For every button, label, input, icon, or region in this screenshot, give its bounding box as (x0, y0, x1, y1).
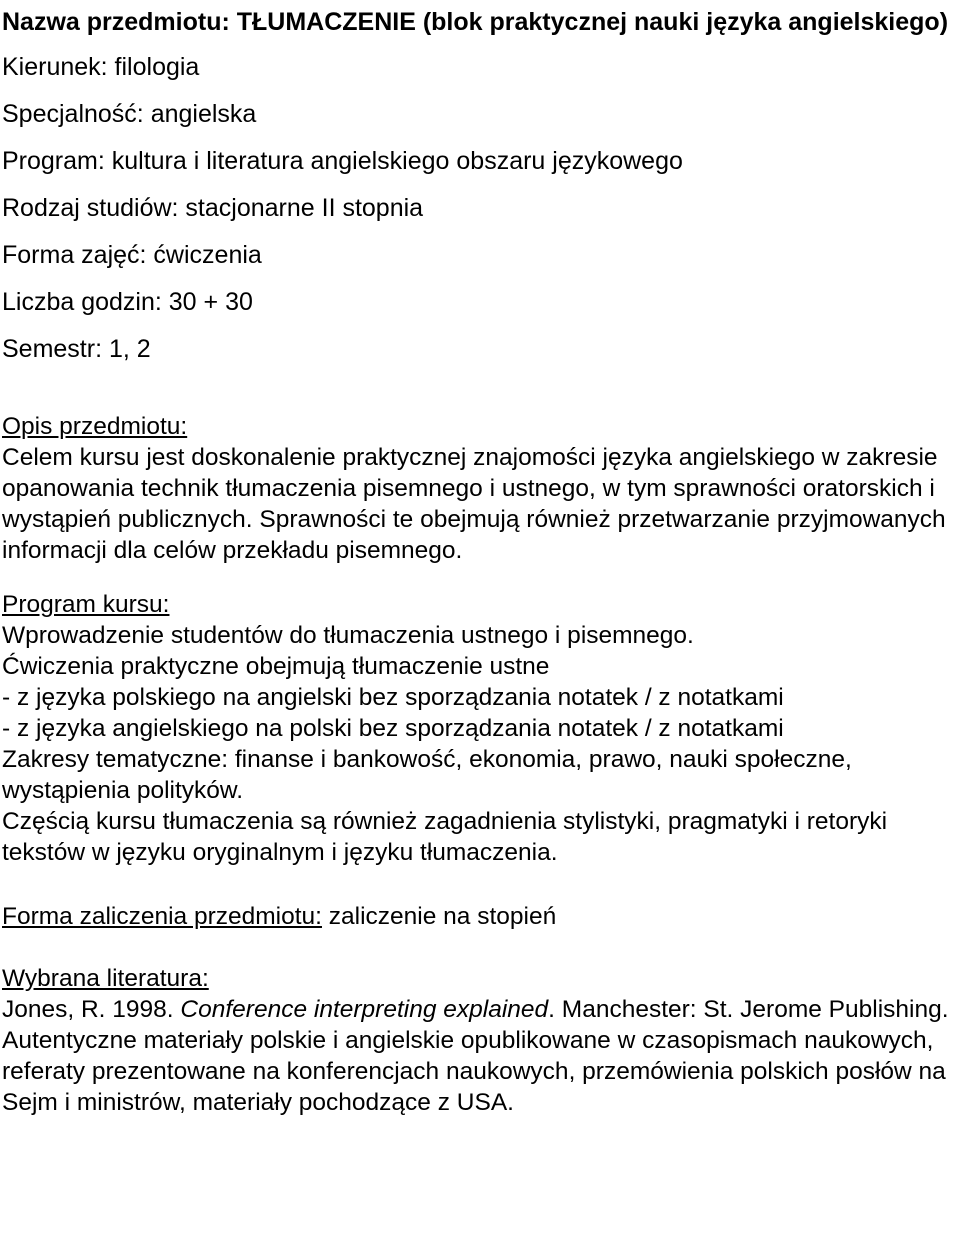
program-style: Częścią kursu tłumaczenia są również zagadnienia stylistyki, pragmatyki i retoryki tekstów w języku oryginalnym i języku tłumaczenia. (2, 808, 888, 866)
program-line: - z języka angielskiego na polski bez sporządzania notatek / z notatkami (2, 715, 784, 742)
program-line: Ćwiczenia praktyczne obejmują tłumaczenie ustne (2, 653, 550, 680)
meta-program: Program: kultura i literatura angielskiego obszaru językowego (2, 147, 683, 175)
meta-study-type: Rodzaj studiów: stacjonarne II stopnia (2, 194, 424, 222)
assessment-heading: Forma zaliczenia przedmiotu: (2, 903, 322, 930)
assessment-value: zaliczenie na stopień (321, 903, 557, 930)
program-section (2, 589, 958, 868)
description-heading: Opis przedmiotu: (2, 413, 188, 440)
reference-title: Conference interpreting explained (180, 996, 549, 1023)
assessment-line (2, 901, 958, 932)
meta-specialty: Specjalność: angielska (2, 100, 257, 128)
meta-semester: Semestr: 1, 2 (2, 335, 151, 363)
literature-section (2, 963, 958, 1118)
document-title: Nazwa przedmiotu: TŁUMACZENIE (blok praktycznej nauki języka angielskiego) (2, 8, 949, 36)
document-page (2, 0, 958, 1118)
meta-field-of-study: Kierunek: filologia (2, 53, 200, 81)
program-topics: Zakresy tematyczne: finanse i bankowość, ekonomia, prawo, nauki społeczne, wystąpienia polityków. (2, 746, 852, 804)
description-section (2, 411, 958, 566)
meta-hours: Liczba godzin: 30 + 30 (2, 288, 253, 316)
literature-heading: Wybrana literatura: (2, 965, 209, 992)
literature-other: Autentyczne materiały polskie i angielskie opublikowane w czasopismach naukowych, referaty prezentowane na konferencjach naukowych, przemówienia polskich posłów na Sejm i ministrów, materiały pochodzące z USA. (2, 1027, 946, 1116)
reference-author-year: Jones, R. 1998. (2, 996, 181, 1023)
reference-publisher: . Manchester: St. Jerome Publishing. (548, 996, 949, 1023)
meta-class-form: Forma zajęć: ćwiczenia (2, 241, 262, 269)
program-line: - z języka polskiego na angielski bez sporządzania notatek / z notatkami (2, 684, 784, 711)
description-text: Celem kursu jest doskonalenie praktycznej znajomości języka angielskiego w zakresie opanowania technik tłumaczenia pisemnego i ustnego, w tym sprawności oratorskich i wystąpień publicznych. Sprawności te obejmują również przetwarzanie przyjmowanych informacji dla celów przekładu pisemnego. (2, 444, 946, 564)
literature-reference (2, 994, 958, 1025)
assessment-section (2, 901, 958, 932)
course-meta (2, 44, 958, 373)
program-line: Wprowadzenie studentów do tłumaczenia ustnego i pisemnego. (2, 622, 694, 649)
program-heading: Program kursu: (2, 591, 170, 618)
